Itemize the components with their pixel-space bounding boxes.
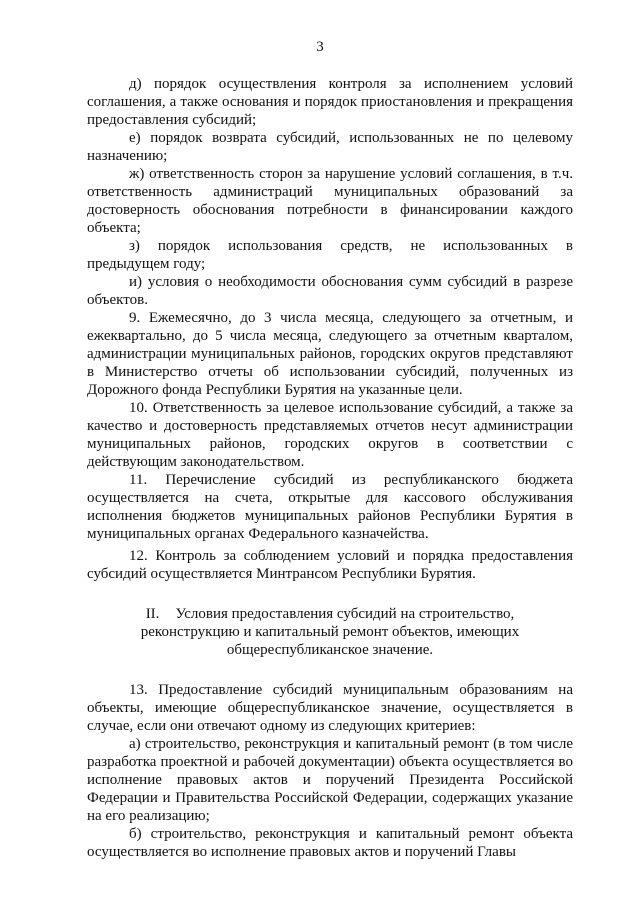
page-number: 3 [316, 39, 324, 55]
paragraph-a: а) строительство, реконструкция и капитальный ремонт (в том числе разработка проектной и рабочей документации) объекта осуществляется во исполнение правовых актов и поручений Президента Российской Федерации и Правительства Российской Федерации, содержащих указание на его реализацию; [87, 736, 573, 824]
paragraph-13: 13. Предоставление субсидий муниципальным образованиям на объекты, имеющие общереспубликанское значение, осуществляется в случае, если они отвечают одному из следующих критериев: [87, 682, 573, 734]
paragraph-10: 10. Ответственность за целевое использование субсидий, а также за качество и достоверность представляемых отчетов несут администрации муниципальных районов, городских округов в соответствии с действующим законодательством. [87, 400, 573, 470]
paragraph-d: д) порядок осуществления контроля за исполнением условий соглашения, а также основания и порядок приостановления и прекращения предоставления субсидий; [87, 76, 573, 128]
paragraph-9: 9. Ежемесячно, до 3 числа месяца, следующего за отчетным, и ежеквартально, до 5 числа месяца, следующего за отчетным кварталом, администрации муниципальных районов, городских округов представляют в Министерство отчеты об использовании субсидий, полученных из Дорожного фонда Республики Бурятия на указанные цели. [87, 310, 573, 398]
section-title-line-1: Условия предоставления субсидий на строительство, [175, 606, 515, 622]
paragraph-z: з) порядок использования средств, не использованных в предыдущем году; [87, 238, 573, 272]
document-body [87, 75, 573, 861]
paragraph-11: 11. Перечисление субсидий из республиканского бюджета осуществляется на счета, открытые для кассового обслуживания исполнения бюджетов муниципальных районов Республики Бурятия в муниципальных органах Федерального казначейства. [87, 472, 573, 542]
section-heading [87, 605, 573, 659]
paragraph-zh: ж) ответственность сторон за нарушение условий соглашения, в т.ч. ответственность администраций муниципальных образований за достоверность обоснования потребности в финансировании каждого объекта; [87, 166, 573, 236]
section-title-line-2: реконструкцию и капитальный ремонт объектов, имеющих [140, 624, 520, 640]
paragraph-e: е) порядок возврата субсидий, использованных не по целевому назначению; [87, 130, 573, 164]
section-title-line-3: общереспубликанское значение. [226, 642, 434, 658]
paragraph-12: 12. Контроль за соблюдением условий и порядка предоставления субсидий осуществляется Минтрансом Республики Бурятия. [87, 548, 573, 582]
paragraph-i: и) условия о необходимости обоснования сумм субсидий в разрезе объектов. [87, 274, 573, 308]
paragraph-b: б) строительство, реконструкция и капитальный ремонт объекта осуществляется во исполнение правовых актов и поручений Главы [87, 826, 573, 860]
section-number: II. [145, 606, 160, 622]
